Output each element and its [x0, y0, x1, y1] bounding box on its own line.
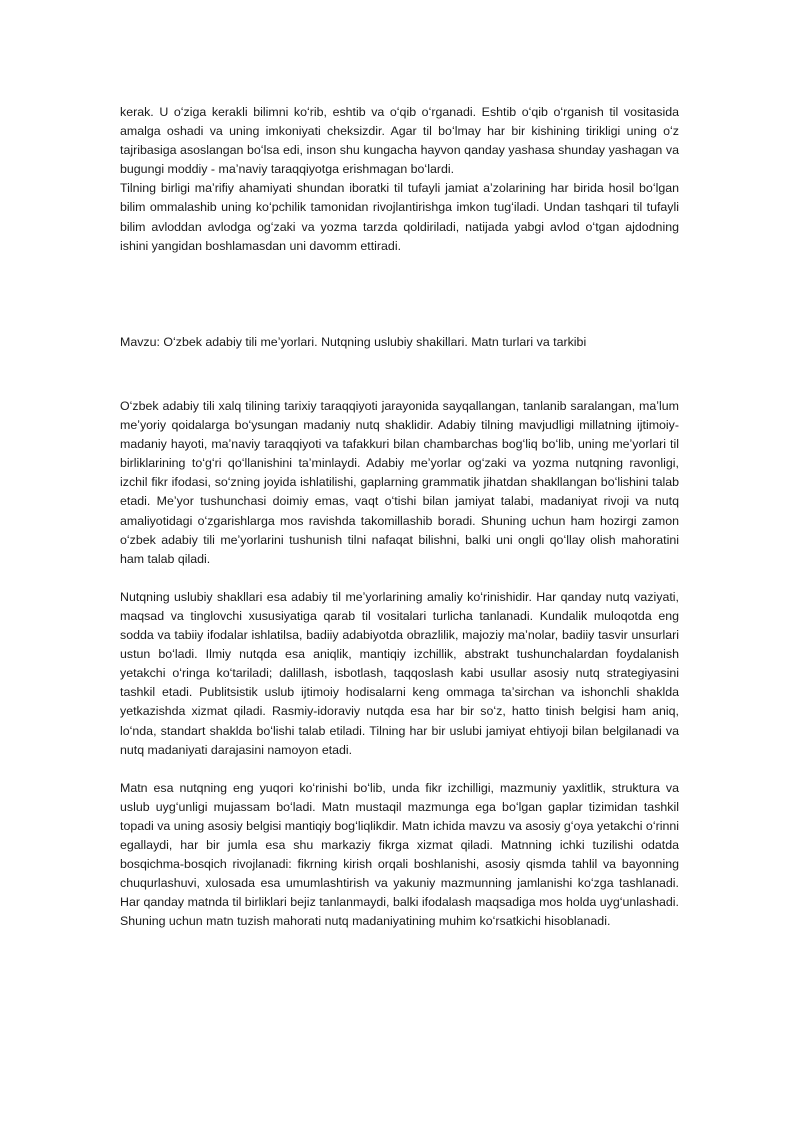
intro-paragraph-1: kerak. U oʻziga kerakli bilimni koʻrib, eshtib va oʻqib oʻrganadi. Eshtib oʻqib oʻrganish til vositasida amalga oshadi va uning imkoniyati cheksizdir. Agar til boʻlmay har bir kishining tirikligi uning oʻz tajribasiga asoslangan boʻlsa edi, inson shu kungacha hayvon qanday yashasa shunday yashagan va bugungi moddiy - maʼnaviy taraqqiyotga erishmagan boʻlardi.	[120, 105, 679, 177]
body-paragraph-3: Matn esa nutqning eng yuqori koʻrinishi boʻlib, unda fikr izchilligi, mazmuniy yaxlitlik, struktura va uslub uygʻunligi mujassam boʻladi. Matn mustaqil mazmunga ega boʻlgan gaplar tizimidan tashkil topadi va uning asosiy belgisi mantiqiy bogʻliqlikdir. Matn ichida mavzu va asosiy gʻoya yetakchi oʻrinni egallaydi, har bir jumla esa shu markaziy fikrga xizmat qiladi. Matnning ichki tuzilishi odatda bosqichma-bosqich rivojlanadi: fikrning kirish orqali boshlanishi, asosiy qismda tahlil va bayonning chuqurlashuvi, xulosada esa umumlashtirish va yakuniy mazmunning jamlanishi koʻzga tashlanadi. Har qanday matnda til birliklari bejiz tanlanmaydi, balki ifodalash maqsadiga mos holda uygʻunlashadi. Shuning uchun matn tuzish mahorati nutq madaniyatining muhim koʻrsatkichi hisoblanadi.	[120, 780, 679, 929]
main-body	[120, 397, 679, 931]
document-page	[120, 103, 679, 929]
body-paragraph-2: Nutqning uslubiy shakllari esa adabiy til meʼyorlarining amaliy koʻrinishidir. Har qanday nutq vaziyati, maqsad va tinglovchi xususiyatiga qarab til vositalari turlicha tanlanadi. Kundalik muloqotda eng sodda va tabiiy ifodalar ishlatilsa, badiiy adabiyotda obrazlilik, majoziy maʼnolar, badiiy tasvir unsurlari ustun boʻladi. Ilmiy nutqda esa aniqlik, mantiqiy izchillik, abstrakt tushunchalardan foydalanish yetakchi oʻringa koʻtariladi; dalillash, isbotlash, taqqoslash kabi usullar asosiy nutq strategiyasini tashkil etadi. Publitsistik uslub ijtimoiy hodisalarni keng ommaga taʼsirchan va ishonchli shaklda yetkazishda xizmat qiladi. Rasmiy-idoraviy nutqda esa har bir soʻz, hatto tinish belgisi ham aniq, loʻnda, standart shaklda boʻlishi talab etiladi. Tilning har bir uslubi jamiyat ehtiyoji bilan belgilanadi va nutq madaniyati darajasini namoyon etadi.	[120, 589, 679, 757]
body-paragraph-1: Oʻzbek adabiy tili xalq tilining tarixiy taraqqiyoti jarayonida sayqallangan, tanlanib saralangan, maʼlum meʼyoriy qoidalarga boʻysungan madaniy nutq shaklidir. Adabiy tilning mavjudligi millatning ijtimoiy-madaniy hayoti, maʼnaviy taraqqiyoti va tafakkuri bilan chambarchas bogʻliq boʻlib, uning meʼyorlari til birliklarining toʻgʻri qoʻllanishini taʼminlaydi. Adabiy meʼyorlar ogʻzaki va yozma nutqning ravonligi, izchil fikr ifodasi, soʻzning joyida ishlatilishi, gaplarning grammatik jihatdan shakllangan boʻlishini talab etadi. Meʼyor tushunchasi doimiy emas, vaqt oʻtishi bilan jamiyat talabi, madaniyat rivoji va nutq amaliyotidagi oʻzgarishlarga mos ravishda takomillashib boradi. Shuning uchun ham hozirgi zamon oʻzbek adabiy tili meʼyorlarini tushunish tilni nafaqat bilishni, balki uni ongli qoʻllay olish mahoratini ham talab qiladi.	[120, 399, 679, 566]
intro-paragraph-2: Tilning birligi maʼrifiy ahamiyati shundan iboratki til tufayli jamiat aʼzolarining har birida hosil boʻlgan bilim ommalashib uning koʻpchilik tamonidan rivojlantirishga imkon tugʻiladi. Undan tashqari til tufayli bilim avloddan avlodga ogʻzaki va yozma tarzda qoldiriladi, natijada yabgi avlod oʻtgan ajdodning ishini yangidan boshlamasdan uni davomm ettiradi.	[120, 181, 679, 253]
topic-title: Mavzu: Oʻzbek adabiy tili meʼyorlari. Nutqning uslubiy shakillari. Matn turlari va tarkibi	[120, 335, 587, 349]
